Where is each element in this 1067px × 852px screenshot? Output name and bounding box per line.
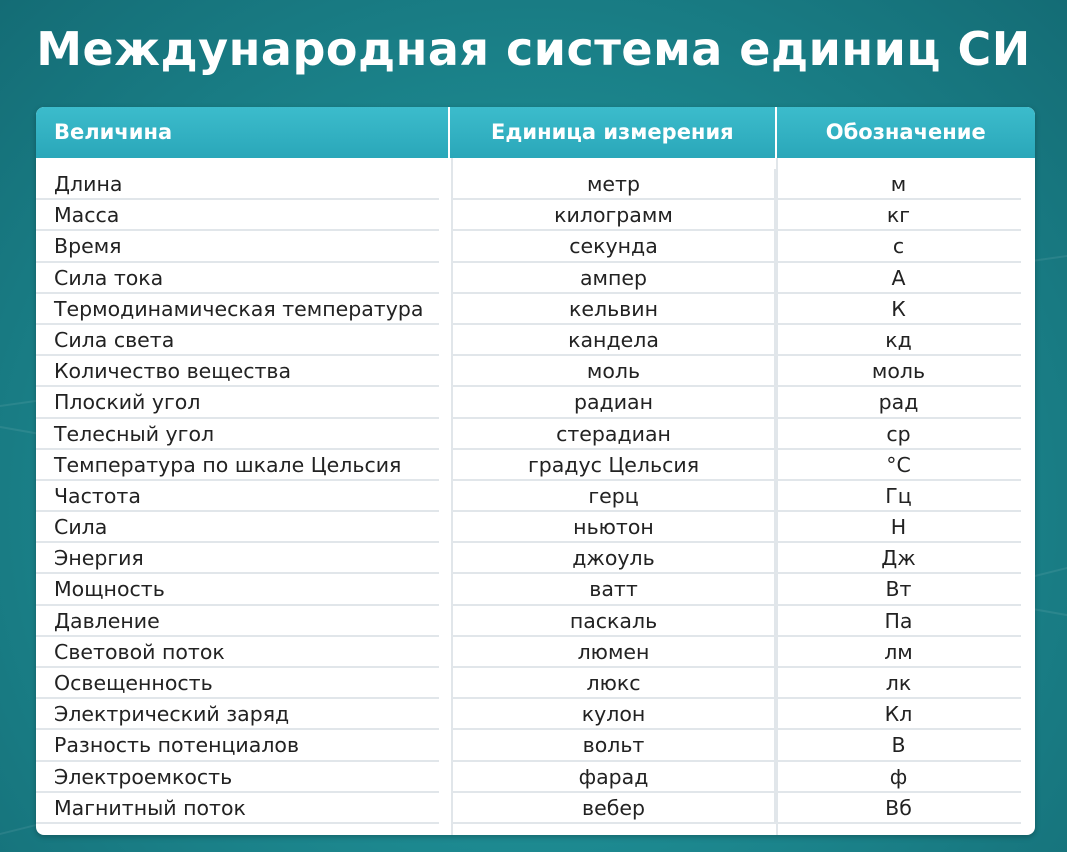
table-row xyxy=(36,606,1035,637)
symbol-cell: Н xyxy=(776,512,1021,543)
table-row xyxy=(36,450,1035,481)
quantity-cell: Освещенность xyxy=(36,668,439,699)
unit-cell: фарад xyxy=(451,762,776,793)
quantity-cell: Магнитный поток xyxy=(36,793,439,824)
quantity-cell: Термодинамическая температура xyxy=(36,294,439,325)
table-row xyxy=(36,387,1035,418)
table-row xyxy=(36,169,1035,200)
unit-cell: секунда xyxy=(451,231,776,262)
symbol-cell: с xyxy=(776,231,1021,262)
quantity-cell: Сила xyxy=(36,512,439,543)
symbol-cell: Дж xyxy=(776,543,1021,574)
quantity-cell: Время xyxy=(36,231,439,262)
unit-cell: ватт xyxy=(451,574,776,605)
unit-cell: джоуль xyxy=(451,543,776,574)
symbol-cell: Кл xyxy=(776,699,1021,730)
table-row xyxy=(36,699,1035,730)
unit-cell: радиан xyxy=(451,387,776,418)
table-body xyxy=(36,169,1035,824)
quantity-cell: Сила света xyxy=(36,325,439,356)
unit-cell: кельвин xyxy=(451,294,776,325)
unit-cell: вебер xyxy=(451,793,776,824)
quantity-cell: Масса xyxy=(36,200,439,231)
unit-cell: ампер xyxy=(451,263,776,294)
quantity-cell: Плоский угол xyxy=(36,387,439,418)
quantity-cell: Длина xyxy=(36,169,439,200)
symbol-cell: Гц xyxy=(776,481,1021,512)
table-row xyxy=(36,574,1035,605)
table-row xyxy=(36,294,1035,325)
unit-cell: моль xyxy=(451,356,776,387)
unit-cell: люмен xyxy=(451,637,776,668)
quantity-cell: Количество вещества xyxy=(36,356,439,387)
symbol-cell: м xyxy=(776,169,1021,200)
table-header xyxy=(36,107,1035,158)
symbol-cell: А xyxy=(776,263,1021,294)
table-row xyxy=(36,419,1035,450)
symbol-cell: Па xyxy=(776,606,1021,637)
quantity-cell: Электроемкость xyxy=(36,762,439,793)
table-row xyxy=(36,356,1035,387)
table-row xyxy=(36,512,1035,543)
quantity-cell: Температура по шкале Цельсия xyxy=(36,450,439,481)
table-row xyxy=(36,730,1035,761)
table-row xyxy=(36,543,1035,574)
symbol-cell: лк xyxy=(776,668,1021,699)
symbol-cell: Вт xyxy=(776,574,1021,605)
table-row xyxy=(36,200,1035,231)
quantity-cell: Сила тока xyxy=(36,263,439,294)
unit-cell: градус Цельсия xyxy=(451,450,776,481)
unit-cell: ньютон xyxy=(451,512,776,543)
unit-cell: люкс xyxy=(451,668,776,699)
unit-cell: килограмм xyxy=(451,200,776,231)
symbol-cell: °С xyxy=(776,450,1021,481)
quantity-cell: Давление xyxy=(36,606,439,637)
symbol-cell: моль xyxy=(776,356,1021,387)
header-symbol: Обозначение xyxy=(825,120,986,144)
symbol-cell: Вб xyxy=(776,793,1021,824)
symbol-cell: лм xyxy=(776,637,1021,668)
symbol-cell: ф xyxy=(776,762,1021,793)
table-row xyxy=(36,762,1035,793)
quantity-cell: Частота xyxy=(36,481,439,512)
units-table xyxy=(36,107,1035,835)
table-row xyxy=(36,793,1035,824)
symbol-cell: ср xyxy=(776,419,1021,450)
unit-cell: стерадиан xyxy=(451,419,776,450)
header-unit: Единица измерения xyxy=(450,107,776,158)
quantity-cell: Телесный угол xyxy=(36,419,439,450)
quantity-cell: Световой поток xyxy=(36,637,439,668)
unit-cell: герц xyxy=(451,481,776,512)
quantity-cell: Мощность xyxy=(36,574,439,605)
symbol-cell: рад xyxy=(776,387,1021,418)
table-row xyxy=(36,231,1035,262)
symbol-cell: кд xyxy=(776,325,1021,356)
header-quantity: Величина xyxy=(36,107,450,158)
unit-cell: кулон xyxy=(451,699,776,730)
table-row xyxy=(36,668,1035,699)
unit-cell: метр xyxy=(451,169,776,200)
symbol-cell: К xyxy=(776,294,1021,325)
table-row xyxy=(36,325,1035,356)
symbol-cell: кг xyxy=(776,200,1021,231)
table-row xyxy=(36,263,1035,294)
table-row xyxy=(36,637,1035,668)
page-title: Международная система единиц СИ xyxy=(36,22,1031,76)
unit-cell: паскаль xyxy=(451,606,776,637)
table-row xyxy=(36,481,1035,512)
quantity-cell: Разность потенциалов xyxy=(36,730,439,761)
quantity-cell: Электрический заряд xyxy=(36,699,439,730)
unit-cell: кандела xyxy=(451,325,776,356)
symbol-cell: В xyxy=(776,730,1021,761)
unit-cell: вольт xyxy=(451,730,776,761)
quantity-cell: Энергия xyxy=(36,543,439,574)
